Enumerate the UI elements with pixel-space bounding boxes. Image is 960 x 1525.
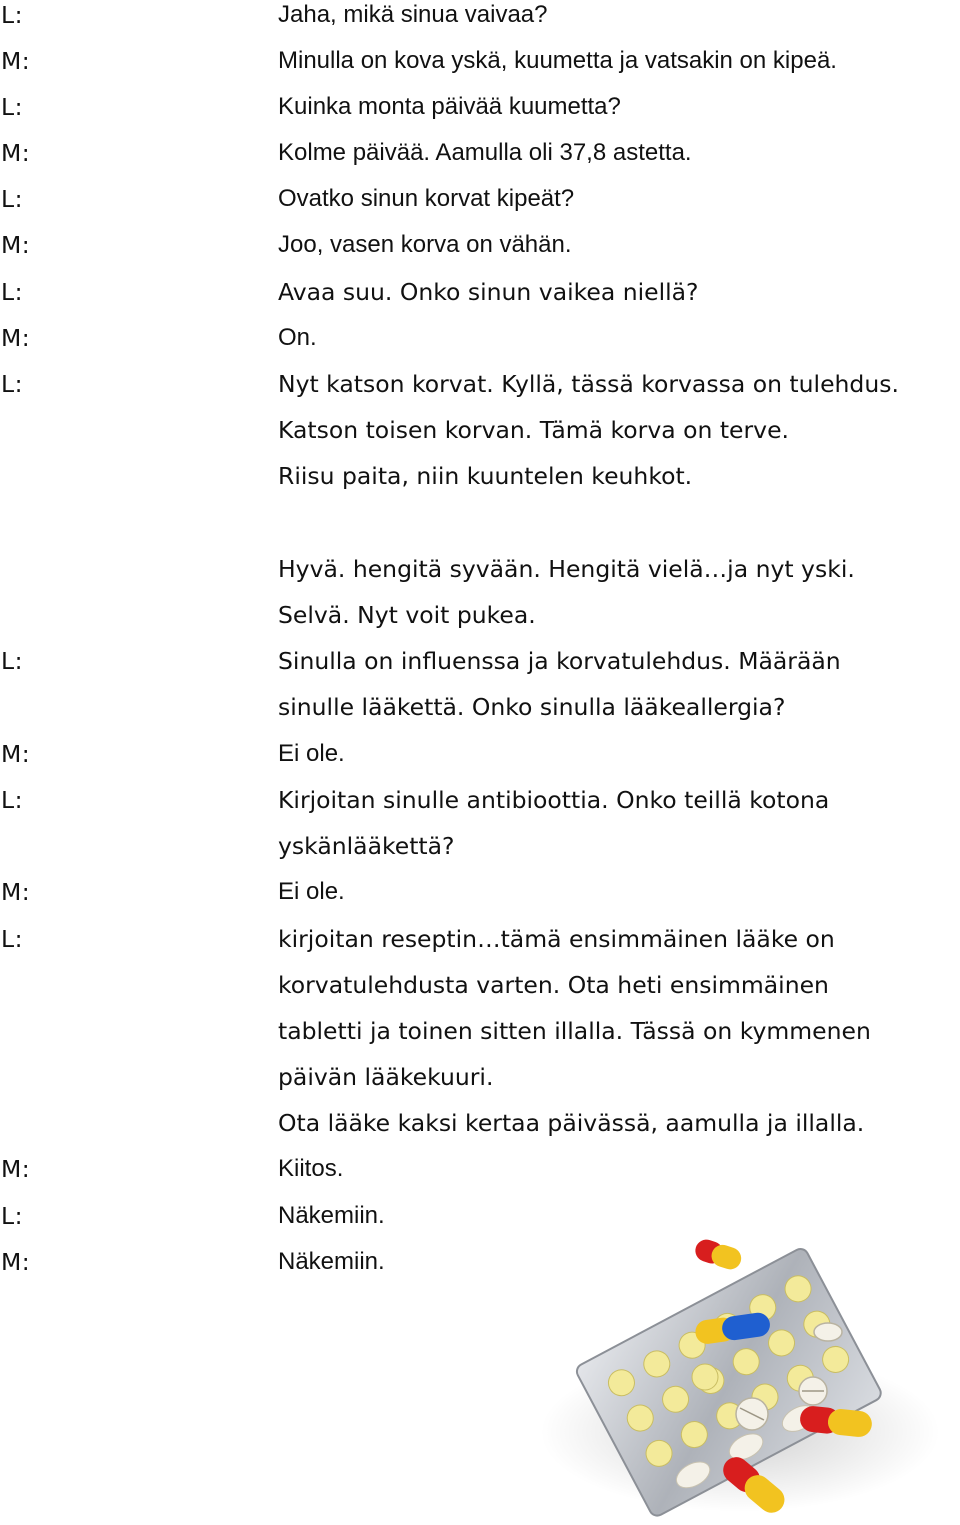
dialogue-line [0,277,960,323]
dialogue-line [0,1108,960,1154]
speaker-label: L: [1,786,24,814]
dialogue-line [0,970,960,1016]
dialogue-line [0,1016,960,1062]
dialogue-text: On. [278,324,317,351]
dialogue-line [0,692,960,738]
dialogue-line [0,0,960,46]
dialogue-line [0,600,960,646]
speaker-label: M: [1,740,31,768]
dialogue-text: Kirjoitan sinulle antibioottia. Onko teillä kotona [278,786,830,814]
speaker-label: L: [1,278,24,306]
dialogue-line [0,415,960,461]
speaker-label: M: [1,1248,31,1276]
dialogue-text: Kuinka monta päivää kuumetta? [278,93,621,120]
dialogue-text: Kiitos. [278,1155,344,1182]
dialogue-line [0,924,960,970]
dialogue-text: Selvä. Nyt voit pukea. [278,601,536,629]
speaker-label: M: [1,139,31,167]
dialogue-line [0,646,960,692]
speaker-label: L: [1,1202,24,1230]
dialogue-text: Joo, vasen korva on vähän. [278,231,572,258]
dialogue-text: Ovatko sinun korvat kipeät? [278,185,575,212]
speaker-label: M: [1,47,31,75]
dialogue-line [0,369,960,415]
dialogue-text: yskänlääkettä? [278,832,455,860]
dialogue-text: Nyt katson korvat. Kyllä, tässä korvassa on tulehdus. [278,370,899,398]
dialogue-text: Avaa suu. Onko sinun vaikea niellä? [278,278,699,306]
dialogue-text: Hyvä. hengitä syvään. Hengitä vielä…ja nyt yski. [278,555,855,583]
dialogue-text: Ei ole. [278,740,345,767]
dialogue-text: Minulla on kova yskä, kuumetta ja vatsakin on kipeä. [278,47,837,74]
speaker-label: M: [1,1155,31,1183]
dialogue-line [0,1154,960,1200]
dialogue-text: Katson toisen korvan. Tämä korva on terve. [278,416,790,444]
dialogue-line [0,785,960,831]
speaker-label: L: [1,925,24,953]
speaker-label: M: [1,324,31,352]
dialogue-line [0,230,960,276]
dialogue-text: tabletti ja toinen sitten illalla. Tässä on kymmenen [278,1017,871,1045]
dialogue-text: Näkemiin. [278,1248,385,1275]
dialogue-text: korvatulehdusta varten. Ota heti ensimmäinen [278,971,829,999]
dialogue-text: Ei ole. [278,878,345,905]
speaker-label: M: [1,231,31,259]
dialogue-line [0,46,960,92]
dialogue-text: sinulle lääkettä. Onko sinulla lääkeallergia? [278,693,786,721]
dialogue-line [0,739,960,785]
dialogue-text: Riisu paita, niin kuuntelen keuhkot. [278,462,693,490]
dialogue-line [0,877,960,923]
pills-illustration [490,1232,960,1521]
dialogue-line [0,554,960,600]
speaker-label: L: [1,185,24,213]
dialogue-line [0,831,960,877]
dialogue-text: kirjoitan reseptin…tämä ensimmäinen lääke on [278,925,835,953]
speaker-label: L: [1,647,24,675]
dialogue-line [0,184,960,230]
dialogue-text: päivän lääkekuuri. [278,1063,494,1091]
dialogue-line [0,138,960,184]
dialogue-line [0,323,960,369]
dialogue-text: Kolme päivää. Aamulla oli 37,8 astetta. [278,139,692,166]
dialogue-text: Näkemiin. [278,1202,385,1229]
speaker-label: L: [1,370,24,398]
speaker-label: L: [1,1,24,29]
dialogue-line [0,461,960,507]
pills-blister-pack-icon [490,1232,960,1521]
dialogue-text: Jaha, mikä sinua vaivaa? [278,1,548,28]
dialogue-text: Sinulla on influenssa ja korvatulehdus. Määrään [278,647,841,675]
dialogue-line [0,1062,960,1108]
dialogue-line [0,92,960,138]
dialogue-text: Ota lääke kaksi kertaa päivässä, aamulla ja illalla. [278,1109,865,1137]
speaker-label: M: [1,878,31,906]
speaker-label: L: [1,93,24,121]
